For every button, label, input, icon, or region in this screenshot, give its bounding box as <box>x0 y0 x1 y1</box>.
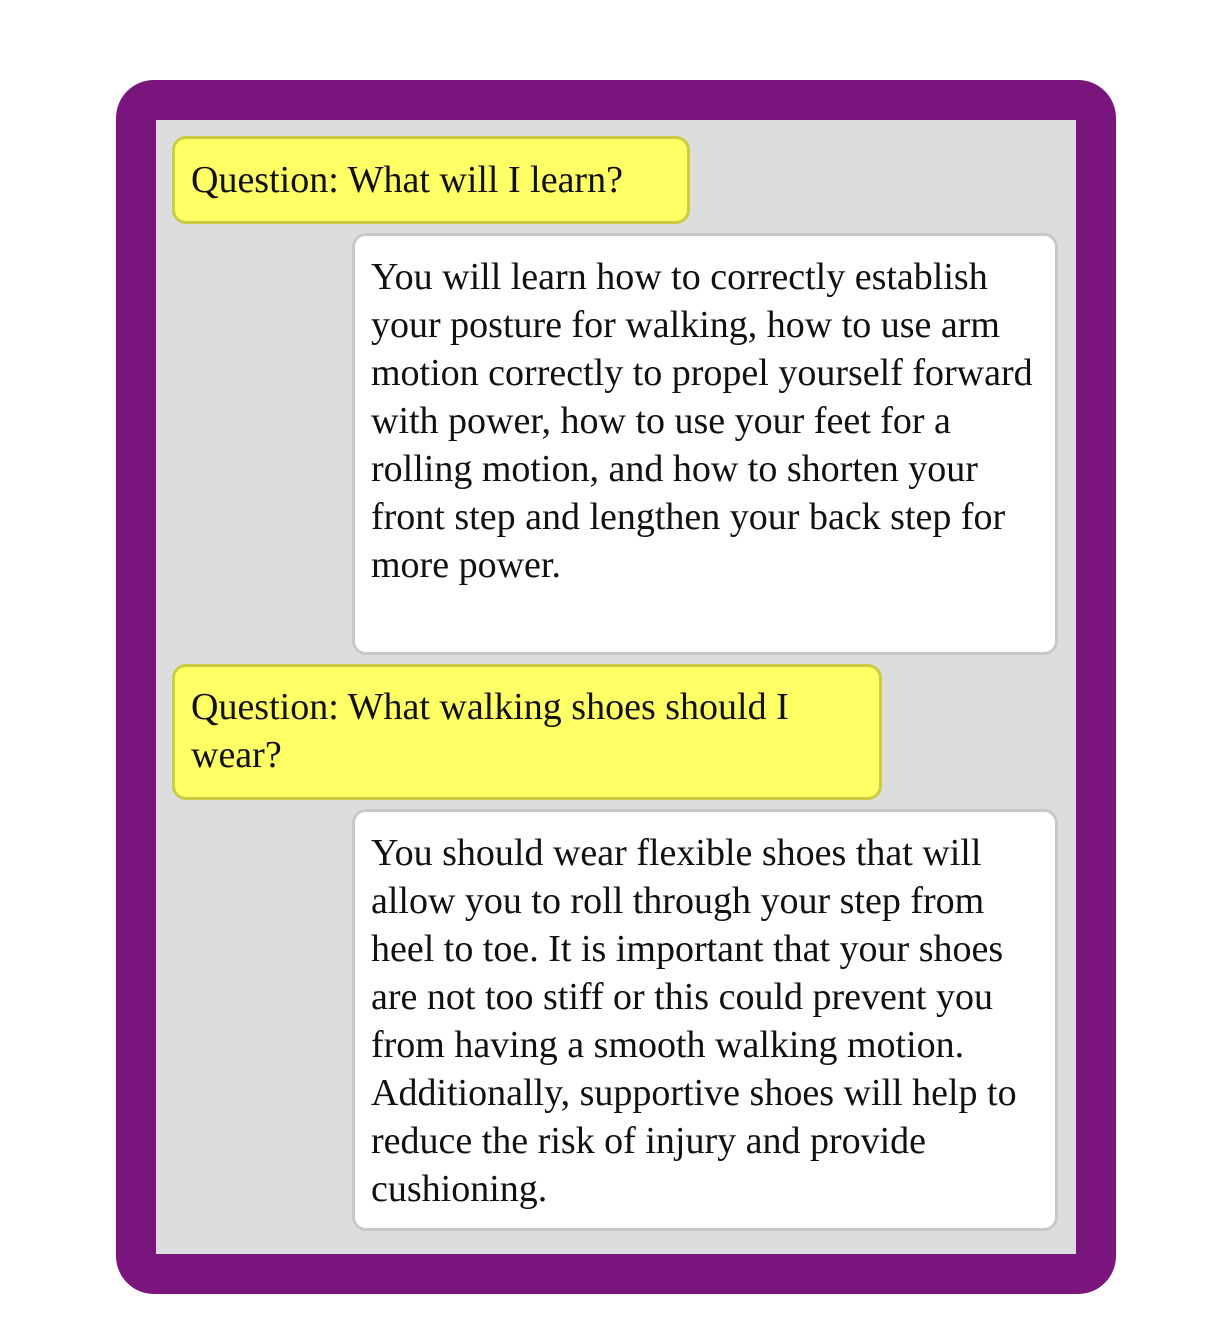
chat-panel <box>156 120 1076 1254</box>
question-bubble: Question: What will I learn? <box>172 136 690 224</box>
answer-bubble: You will learn how to correctly establish your posture for walking, how to use arm motion correctly to propel yourself forward with power, how to use your feet for a rolling motion, and how to shorten your front step and lengthen your back step for more power. <box>352 233 1058 655</box>
question-bubble: Question: What walking shoes should I wear? <box>172 664 882 800</box>
chat-frame <box>116 80 1116 1294</box>
answer-bubble: You should wear flexible shoes that will allow you to roll through your step from heel to toe. It is important that your shoes are not too stiff or this could prevent you from having a smooth walking motion. Additionally, supportive shoes will help to reduce the risk of injury and provide cushioning. <box>352 809 1058 1231</box>
